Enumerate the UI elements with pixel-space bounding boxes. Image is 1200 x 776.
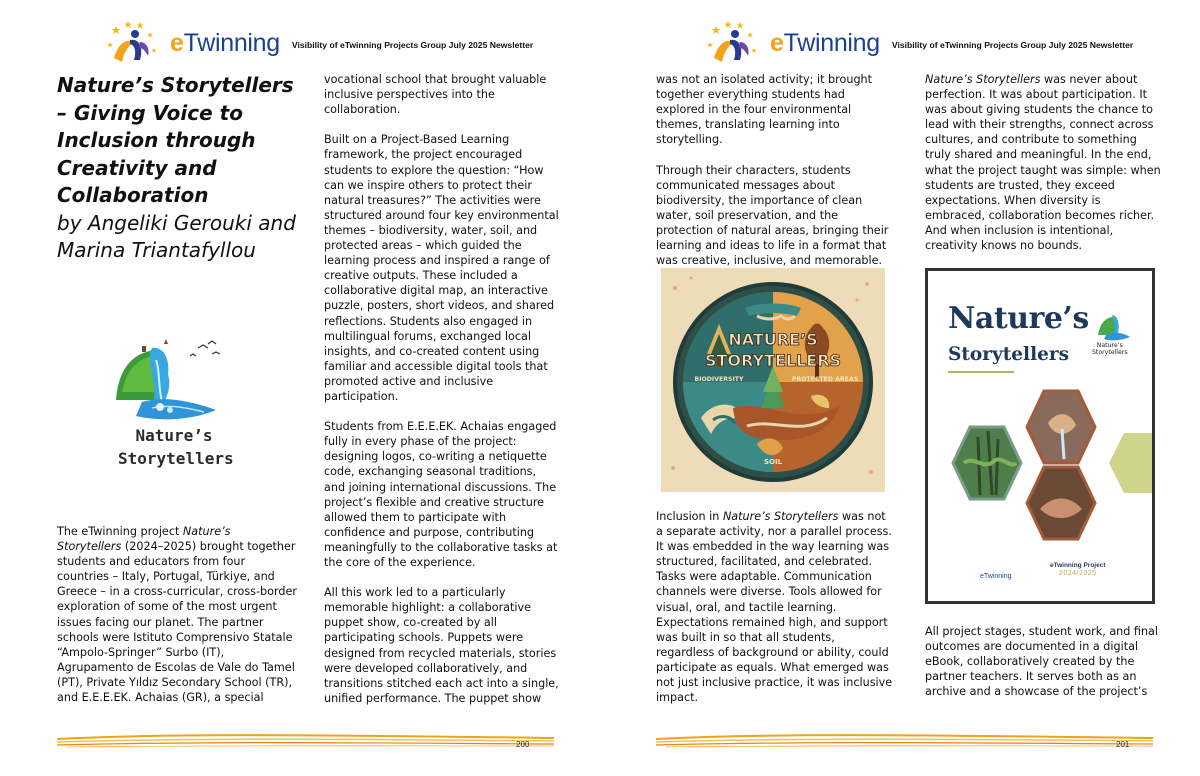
- ebook-cover: [925, 268, 1155, 604]
- paragraph-puppet-show-cont: was not an isolated activity; it brought together everything students had explored in the four environmental themes, translating learning into storytelling.: [656, 73, 873, 147]
- article-byline: by Angeliki Gerouki and Marina Triantafyllou: [57, 210, 296, 262]
- poster-label-biodiversity: BIODIVERSITY: [694, 376, 744, 383]
- ebook-mini-logo-icon: [1096, 311, 1132, 341]
- paragraph-achaias: Students from E.E.E.EK. Achaias engaged fully in every phase of the project: designing logos, co-writing a netiquette code, exchanging seasonal traditions, and joining international discussions. The project’s flexible and creative structure allowed them to participate with confidence and purpose, contributing meaningfully to the collaborative tasks at the core of the experience.: [324, 420, 558, 569]
- paragraph-intro: The eTwinning project Nature’s Storytellers (2024–2025) brought together students and educators from four countries – Italy, Portugal, Türkiye, and Greece – in a cross-curricular, cross-border exploration of some of the most urgent issues facing our planet. The partner schools were Istituto Comprensivo Statale “Ampolo-Springer” Surbo (IT), Agrupamento de Escolas de Vale do Tamel (PT), Private Yıldız Secondary School (TR), and E.E.E.EK. Achaias (GR), a special: [57, 525, 297, 705]
- storytellers-poster-illustration: [661, 268, 885, 492]
- ebook-rule: [948, 371, 1014, 373]
- etwinning-wordmark: eTwinning: [770, 28, 880, 57]
- paragraph-characters: Through their characters, students communicated messages about biodiversity, the importance of clean water, soil preservation, and the protection of natural areas, bringing their learning and ideas to life in a format that was creative, inclusive, and memorable.: [656, 163, 889, 268]
- paragraph-pbl: Built on a Project-Based Learning framework, the project encouraged students to explore the question: “How can we inspire others to protect their natural treasures?” The activities were structured around four key environmental themes – biodiversity, water, soil, and protected areas – which guided the learning process and inspired a range of creative outputs. These included a collaborative digital map, an interactive puzzle, posters, short videos, and shared reflections. Students also engaged in multilingual forums, exchanged local insights, and co-created content using familiar and accessible digital tools that promoted active and inclusive participation.: [324, 133, 559, 403]
- right-column-2-lower: [925, 624, 1163, 699]
- right-column-1-lower: [656, 509, 894, 705]
- left-column-1-lower: [57, 524, 297, 705]
- project-logo-caption: Nature’s Storytellers: [118, 426, 234, 468]
- paragraph-vocational: vocational school that brought valuable inclusive perspectives into the collaboration.: [324, 73, 547, 117]
- footer-waves-left: [57, 733, 554, 749]
- paragraph-puppet-show: All this work led to a particularly memorable highlight: a collaborative puppet show, co-created by all participating schools. Puppets were designed from recycled materials, stories were developed collaboratively, and transitions stitched each act into a single, unified performance. The puppet show: [324, 586, 559, 705]
- page-number-right: 201: [1116, 740, 1130, 749]
- footer-waves-right: [656, 733, 1153, 749]
- ebook-hexagon-photos: [928, 383, 1152, 555]
- poster-label-protected-areas: PROTECTED AREAS: [791, 376, 859, 383]
- ebook-mini-caption: Nature’s Storytellers: [1092, 342, 1128, 357]
- project-logo-illustration: [112, 330, 236, 424]
- paragraph-participation: Nature’s Storytellers was never about perfection. It was about participation. It was about giving students the chance to lead with their strengths, connect across cultures, and contribute to something truly shared and meaningful. In the end, what the project taught was simple: when students are trusted, they exceed expectations. When diversity is embraced, collaboration becomes richer. And when inclusion is intentional, creativity knows no bounds.: [925, 73, 1161, 253]
- etwinning-logo-icon: [104, 20, 168, 66]
- newsletter-title: Visibility of eTwinning Projects Group July 2025 Newsletter: [891, 40, 1134, 50]
- paragraph-inclusion: Inclusion in Nature’s Storytellers was not a separate activity, nor a parallel process. It was embedded in the way learning was structured, facilitated, and celebrated. Tasks were adaptable. Communication channels were diverse. Tools allowed for visual, oral, and tactile learning. Expectations remained high, and support was built in so that all students, regardless of background or ability, could participate as equals. What emerged was not just inclusive practice, it was inclusive impact.: [656, 510, 893, 705]
- ebook-title-line1: Nature’s: [948, 301, 1089, 336]
- paragraph-ebook: All project stages, student work, and final outcomes are documented in a digital eBook, collaboratively created by the partner teachers. It serves both as an archive and a showcase of the project’s: [925, 625, 1159, 699]
- ebook-title-line2: Storytellers: [948, 344, 1070, 365]
- left-column-1: [57, 72, 297, 265]
- poster-label-soil: SOIL: [763, 458, 783, 466]
- ebook-project-label: eTwinning Project 2024/2025: [1050, 562, 1106, 577]
- right-column-2: [925, 72, 1163, 253]
- poster-title-top: NATURE’S: [728, 330, 818, 349]
- page-number-left: 200: [516, 740, 530, 749]
- page-right: [600, 0, 1200, 776]
- poster-title-mid: STORYTELLERS: [704, 351, 842, 370]
- left-column-2: [324, 72, 560, 706]
- newsletter-title: Visibility of eTwinning Projects Group July 2025 Newsletter: [291, 40, 534, 50]
- header-right: [704, 20, 1133, 66]
- header-left: [104, 20, 533, 66]
- ebook-etwinning-label: eTwinning: [980, 573, 1012, 580]
- article-title: Nature’s Storytellers – Giving Voice to Inclusion through Creativity and Collaboration: [57, 73, 294, 207]
- etwinning-wordmark: eTwinning: [170, 28, 280, 57]
- right-column-1: [656, 72, 894, 268]
- etwinning-logo-icon: [704, 20, 768, 66]
